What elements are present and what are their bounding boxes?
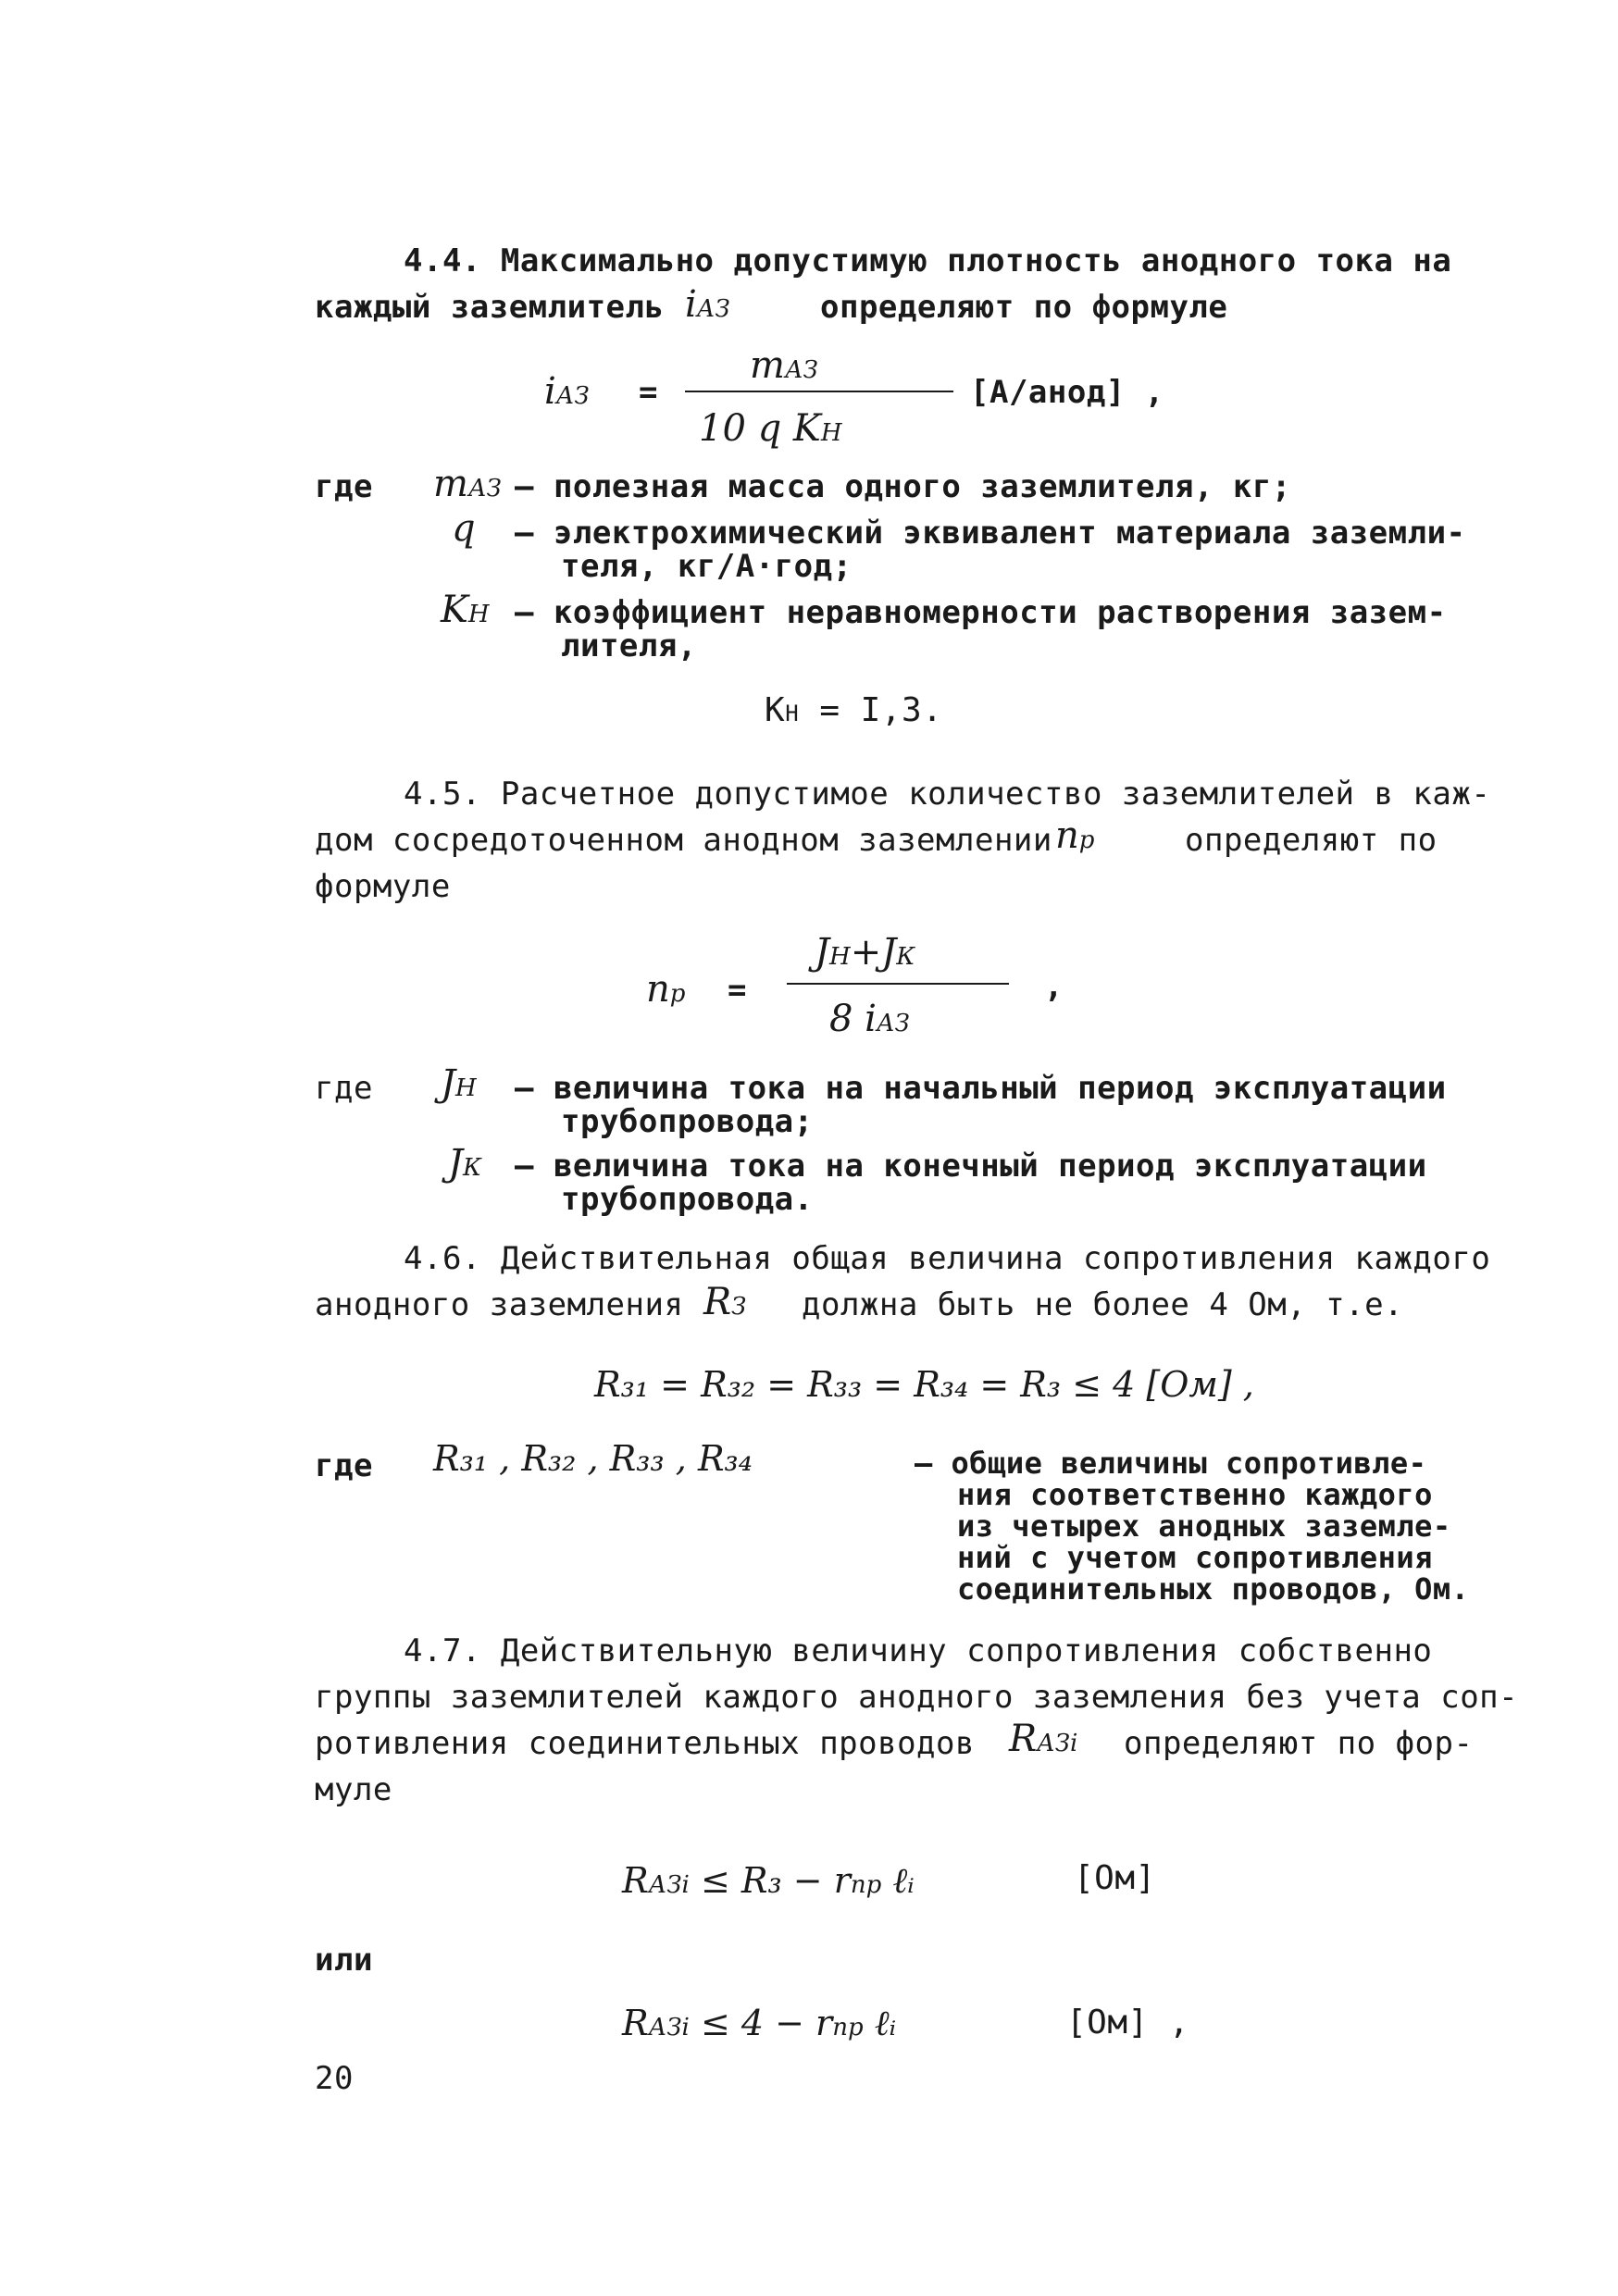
p44-formula-num: mАЗ	[750, 344, 818, 387]
p45-fraction-bar	[787, 983, 1009, 985]
p47-unit2: [Ом] ,	[1066, 2004, 1190, 2042]
p46-line2b: должна быть не более 4 Ом, т.е.	[802, 1286, 1404, 1323]
p44-def2-text: – коэффициент неравномерности растворения зазем-	[515, 594, 1447, 631]
p44-where: где	[315, 468, 373, 505]
p44-line2a: каждый заземлитель	[315, 289, 665, 326]
p45-def1-text2: трубопровода.	[561, 1181, 814, 1218]
p47-var: RАЗi	[1009, 1718, 1078, 1760]
p44-def0-sym: mАЗ	[433, 463, 502, 505]
p46-def-line2: из четырех анодных заземле-	[957, 1508, 1451, 1544]
p45-formula-den: 8 iАЗ	[829, 998, 910, 1040]
p44-line2b: определяют по формуле	[820, 289, 1228, 326]
p44-def1-text: – электрохимический эквивалент материала заземли-	[515, 515, 1466, 552]
p47-or: или	[315, 1942, 373, 1979]
p44-formula-unit: [А/анод] ,	[970, 374, 1164, 411]
p45-formula-num: JН+JК	[815, 931, 915, 974]
p47-line3a: ротивления соединительных проводов	[315, 1725, 975, 1762]
p44-formula-lhs: iАЗ	[544, 370, 590, 413]
p46-formula: R₃₁ = R₃₂ = R₃₃ = R₃₄ = R₃ ≤ 4 [Ом] ,	[594, 1364, 1254, 1405]
p44-def0-text: – полезная масса одного заземлителя, кг;	[515, 468, 1291, 505]
p44-def1-sym: q	[452, 507, 476, 550]
p47-line2: группы заземлителей каждого анодного заземления без учета соп-	[315, 1679, 1519, 1716]
p44-formula-eq: =	[639, 374, 658, 411]
p46-var: RЗ	[703, 1281, 747, 1323]
p46-syms: R₃₁ , R₃₂ , R₃₃ , R₃₄	[433, 1438, 753, 1479]
p45-line2a: дом сосредоточенном анодном заземлении	[315, 822, 1052, 859]
p47-line4: муле	[315, 1771, 392, 1808]
p45-formula-tail: ,	[1044, 968, 1064, 1005]
p44-def2-sym: KН	[441, 589, 490, 631]
p45-var: nр	[1055, 814, 1095, 857]
p45-def0-text2: трубопровода;	[561, 1103, 814, 1140]
p45-formula-eq: =	[728, 972, 747, 1009]
p45-def0-sym: JН	[441, 1062, 477, 1105]
p44-formula-den: 10 q KН	[699, 407, 842, 450]
p47-formula1: RАЗi ≤ R₃ − rпр ℓᵢ	[622, 1860, 915, 1901]
p46-def-line0: – общие величины сопротивле-	[915, 1446, 1427, 1481]
p46-def-line3: ний с учетом сопротивления	[957, 1540, 1433, 1575]
p46-def-line4: соединительных проводов, Ом.	[957, 1571, 1470, 1607]
p45-def1-sym: JК	[448, 1142, 482, 1185]
p44-var: iАЗ	[685, 283, 730, 326]
p45-line3: формуле	[315, 868, 451, 905]
p47-unit1: [Ом]	[1074, 1859, 1156, 1897]
p44-fraction-bar	[685, 391, 953, 392]
p45-def0-text: – величина тока на начальный период эксплуатации	[515, 1070, 1447, 1107]
p47-line3b: определяют по фор-	[1124, 1725, 1474, 1762]
p45-line1: 4.5. Расчетное допустимое количество заземлителей в каж-	[404, 776, 1491, 813]
p44-line1: 4.4. Максимально допустимую плотность анодного тока на	[404, 242, 1452, 279]
p45-line2b: определяют по	[1185, 822, 1438, 859]
p44-def1-text2: теля, кг/А·год;	[561, 548, 853, 585]
p46-def-line1: ния соответственно каждого	[957, 1477, 1433, 1512]
p46-line1: 4.6. Действительная общая величина сопротивления каждого	[404, 1240, 1491, 1277]
p45-where: где	[315, 1070, 373, 1107]
p46-where: где	[315, 1447, 373, 1484]
p47-line1: 4.7. Действительную величину сопротивления собственно	[404, 1632, 1433, 1669]
p45-formula-lhs: nр	[646, 968, 686, 1011]
page-number: 20	[315, 2060, 354, 2097]
p45-def1-text: – величина тока на конечный период эксплуатации	[515, 1148, 1427, 1185]
p44-kn: KН = I,3.	[765, 691, 943, 729]
p44-def2-text2: лителя,	[561, 627, 697, 664]
p46-line2a: анодного заземления	[315, 1286, 684, 1323]
p47-formula2: RАЗi ≤ 4 − rпр ℓᵢ	[622, 2003, 897, 2043]
